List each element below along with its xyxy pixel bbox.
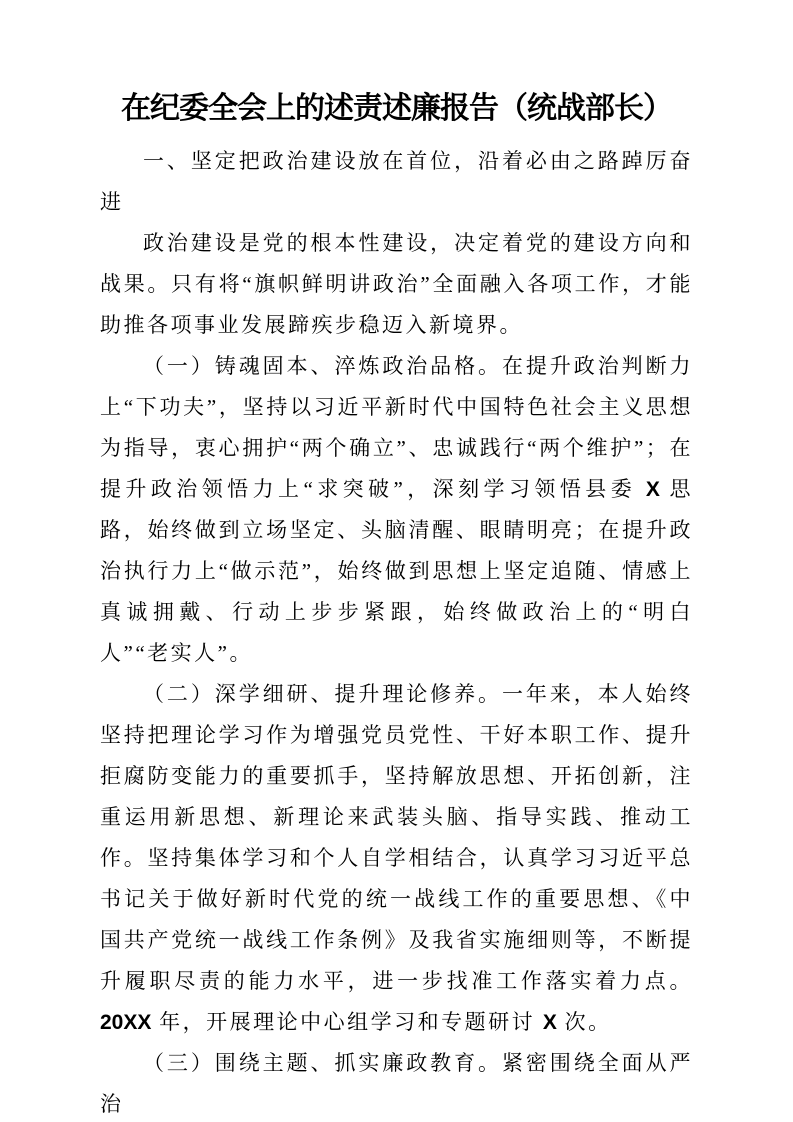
section-heading: 一、坚定把政治建设放在首位，沿着必由之路踔厉奋进 xyxy=(100,149,693,214)
document-title: 在纪委全会上的述责述廉报告（统战部长） xyxy=(121,92,672,125)
document-body xyxy=(100,141,693,1122)
paragraph-point-2: （二）深学细研、提升理论修养。一年来，本人始终坚持把理论学习作为增强党员党性、干好本职工作、提升拒腐防变能力的重要抓手，坚持解放思想、开拓创新，注重运用新思想、新理论来武装头脑、指导实践、推动工作。坚持集体学习和个人自学相结合，认真学习习近平总书记关于做好新时代党的统一战线工作的重要思想、《中国共产党统一战线工作条例》及我省实施细则等，不断提升履职尽责的能力水平，进一步找准工作落实着力点。20XX 年，开展理论中心组学习和专题研讨 X 次。 xyxy=(100,682,693,1034)
paragraph-point-1: （一）铸魂固本、淬炼政治品格。在提升政治判断力上“下功夫”，坚持以习近平新时代中国特色社会主义思想为指导，衷心拥护“两个确立”、忠诚践行“两个维护”；在提升政治领悟力上“求突破”，深刻学习领悟县委 X 思路，始终做到立场坚定、头脑清醒、眼睛明亮；在提升政治执行力上“做示范”，始终做到思想上坚定追随、情感上真诚拥戴、行动上步步紧跟，始终做政治上的“明白人”“老实人”。 xyxy=(100,354,694,665)
paragraph-point-3: （三）围绕主题、抓实廉政教育。紧密围绕全面从严治 xyxy=(100,1051,693,1116)
paragraph-intro: 政治建设是党的根本性建设，决定着党的建设方向和战果。只有将“旗帜鲜明讲政治”全面融入各项工作，才能助推各项事业发展蹄疾步稳迈入新境界。 xyxy=(100,231,693,337)
